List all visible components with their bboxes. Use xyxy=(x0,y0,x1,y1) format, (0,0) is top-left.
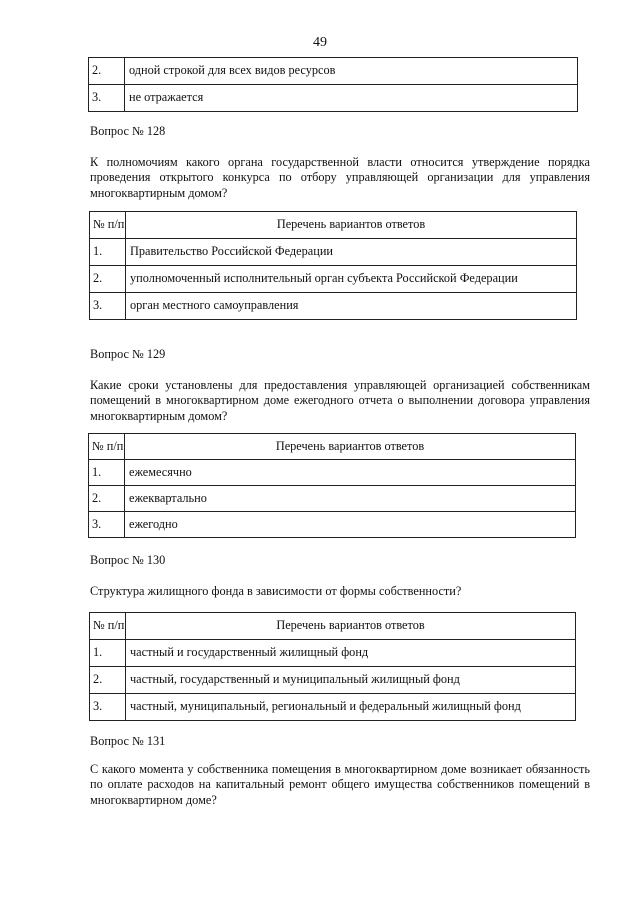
row-text: ежемесячно xyxy=(125,460,576,486)
table-row xyxy=(90,694,576,721)
table-header-row xyxy=(89,434,576,460)
page-number: 49 xyxy=(313,35,327,50)
row-number: 2. xyxy=(90,667,126,694)
table-row xyxy=(89,85,578,112)
question-text: К полномочиям какого органа государственной власти относится утверждение порядка проведения открытого конкурса по отбору управляющей организации для управления многоквартирным домом? xyxy=(90,155,590,200)
column-header-options: Перечень вариантов ответов xyxy=(126,212,577,239)
row-number: 2. xyxy=(89,58,125,85)
question-label: Вопрос № 128 xyxy=(90,124,166,138)
table-row xyxy=(90,640,576,667)
column-header-options: Перечень вариантов ответов xyxy=(126,613,576,640)
question-label: Вопрос № 130 xyxy=(90,553,166,567)
row-number: 3. xyxy=(89,85,125,112)
table-header-row xyxy=(90,613,576,640)
row-text: ежегодно xyxy=(125,512,576,538)
row-text: ежеквартально xyxy=(125,486,576,512)
table-row xyxy=(90,239,577,266)
row-text: орган местного самоуправления xyxy=(126,293,577,320)
column-header-number: № п/п xyxy=(90,212,126,239)
answer-table xyxy=(89,211,577,320)
question-text: Структура жилищного фонда в зависимости от формы собственности? xyxy=(90,584,462,598)
row-number: 2. xyxy=(90,266,126,293)
row-text: частный, государственный и муниципальный жилищный фонд xyxy=(126,667,576,694)
table-header-row xyxy=(90,212,577,239)
row-number: 3. xyxy=(90,694,126,721)
row-text: Правительство Российской Федерации xyxy=(126,239,577,266)
row-text: частный и государственный жилищный фонд xyxy=(126,640,576,667)
answer-table-continuation xyxy=(88,57,578,112)
row-text: уполномоченный исполнительный орган субъекта Российской Федерации xyxy=(126,266,577,293)
table-row xyxy=(89,486,576,512)
answer-table xyxy=(88,433,576,538)
table-row xyxy=(89,460,576,486)
row-text: одной строкой для всех видов ресурсов xyxy=(125,58,578,85)
table-row xyxy=(89,512,576,538)
row-number: 2. xyxy=(89,486,125,512)
table-row xyxy=(90,266,577,293)
question-text: Какие сроки установлены для предоставления управляющей организацией собственникам помещений в многоквартирном доме ежегодного отчета о выполнении договора управления многоквартирным домом? xyxy=(90,378,590,423)
question-label: Вопрос № 129 xyxy=(90,347,166,361)
question-text: С какого момента у собственника помещения в многоквартирном доме возникает обязанность по оплате расходов на капитальный ремонт общего имущества собственников помещений в многоквартирном доме? xyxy=(90,762,590,807)
table-row xyxy=(89,58,578,85)
row-number: 1. xyxy=(90,239,126,266)
row-text: не отражается xyxy=(125,85,578,112)
row-text: частный, муниципальный, региональный и федеральный жилищный фонд xyxy=(126,694,576,721)
table-row xyxy=(90,667,576,694)
column-header-number: № п/п xyxy=(89,434,125,460)
column-header-options: Перечень вариантов ответов xyxy=(125,434,576,460)
row-number: 1. xyxy=(89,460,125,486)
question-label: Вопрос № 131 xyxy=(90,734,166,748)
column-header-number: № п/п xyxy=(90,613,126,640)
answer-table xyxy=(89,612,576,721)
row-number: 3. xyxy=(89,512,125,538)
table-row xyxy=(90,293,577,320)
row-number: 1. xyxy=(90,640,126,667)
row-number: 3. xyxy=(90,293,126,320)
